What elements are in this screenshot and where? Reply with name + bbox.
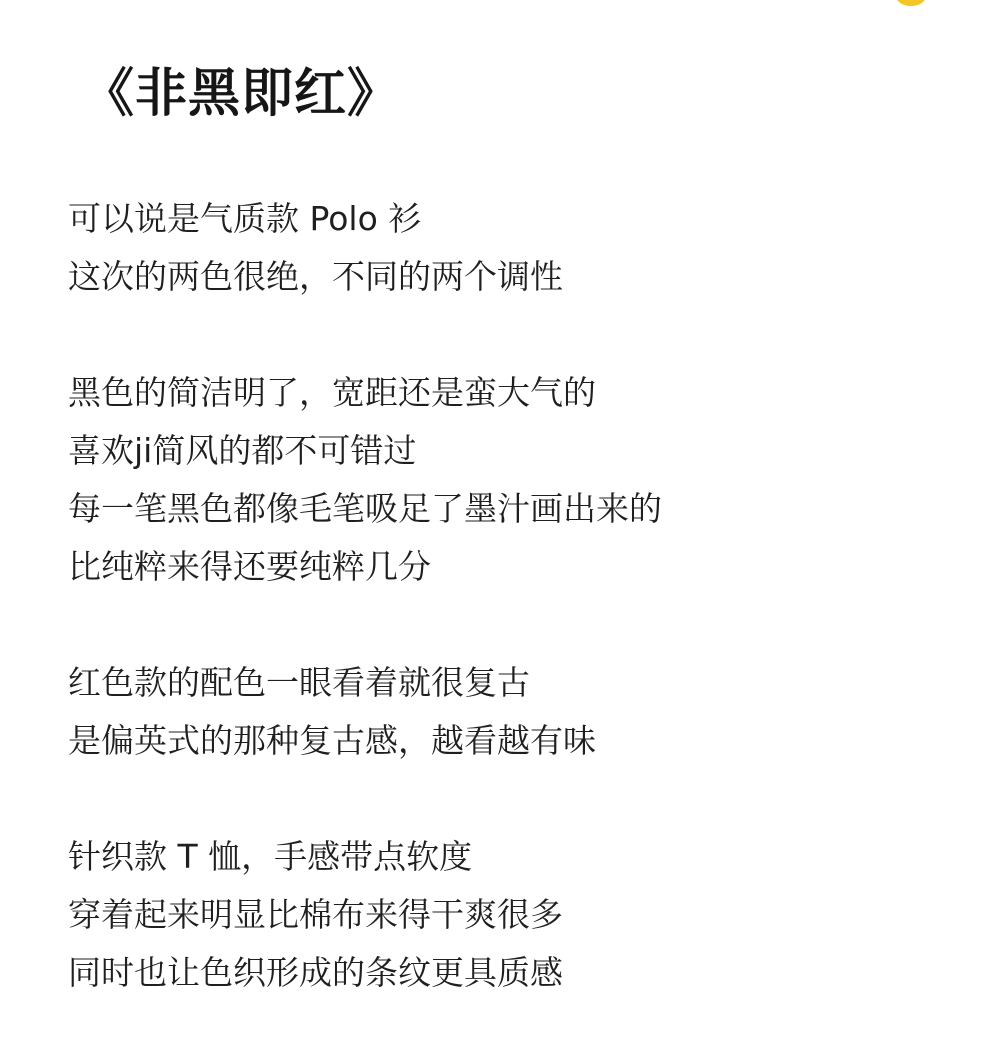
text-line: 可以说是气质款 Polo 衫 <box>68 199 422 238</box>
paragraph-4 <box>68 828 948 1002</box>
text-line: 每一笔黑色都像毛笔吸足了墨汁画出来的 <box>68 489 662 528</box>
text-line: 针织款 T 恤，手感带点软度 <box>68 837 473 876</box>
text-line: 比纯粹来得还要纯粹几分 <box>68 547 431 586</box>
text-line: 喜欢ji简风的都不可错过 <box>68 431 417 470</box>
paragraph-2 <box>68 364 948 596</box>
post-title: 《非黑即红》 <box>82 64 401 124</box>
text-line: 这次的两色很绝，不同的两个调性 <box>68 257 563 296</box>
text-line: 穿着起来明显比棉布来得干爽很多 <box>68 895 563 934</box>
text-line: 同时也让色织形成的条纹更具质感 <box>68 953 563 992</box>
post-body <box>68 190 948 1060</box>
paragraph-3 <box>68 654 948 770</box>
text-line: 是偏英式的那种复古感，越看越有味 <box>68 721 596 760</box>
text-line: 黑色的简洁明了，宽距还是蛮大气的 <box>68 373 596 412</box>
corner-dot <box>896 0 926 6</box>
paragraph-1 <box>68 190 948 306</box>
text-line: 红色款的配色一眼看着就很复古 <box>68 663 530 702</box>
